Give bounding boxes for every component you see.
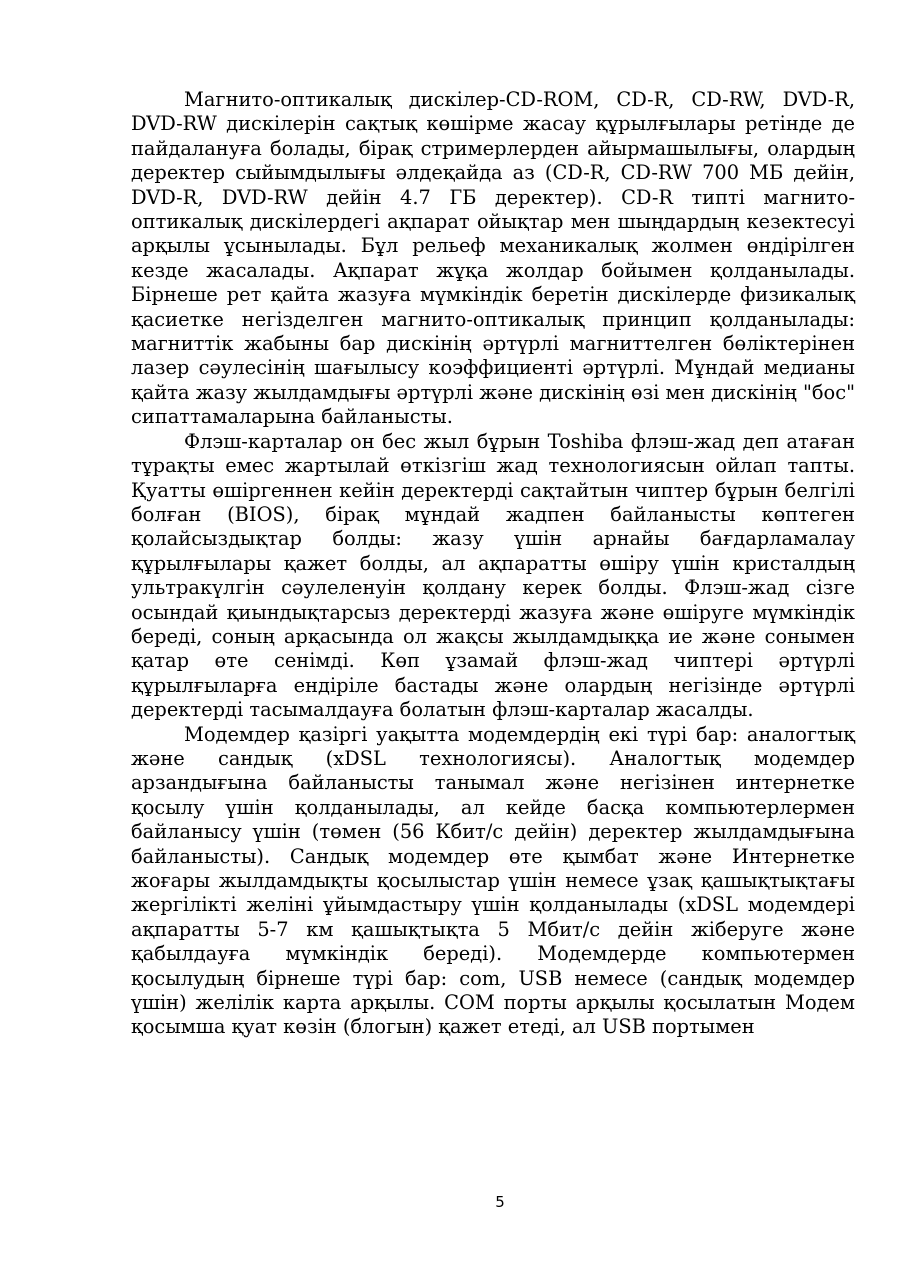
page-number: 5 (495, 1193, 505, 1211)
page-body (131, 88, 855, 1040)
paragraph-flash-cards: Флэш-карталар он бес жыл бұрын Toshiba флэш-жад деп атаған тұрақты емес жартылай өткізгіш жад технологиясын ойлап тапты. Қуатты өшіргеннен кейін деректерді сақтайтын чиптер бұрын белгілі болған (BIOS), бірақ мұндай жадпен байланысты көптеген қолайсыздықтар болды: жазу үшін арнайы бағдарламалау құрылғылары қажет болды, ал ақпаратты өшіру үшін кристалдың ультракүлгін сәулеленуін қолдану керек болды. Флэш-жад сізге осындай қиындықтарсыз деректерді жазуға және өшіруге мүмкіндік береді, соның арқасында ол жақсы жылдамдыққа ие және сонымен қатар өте сенімді. Көп ұзамай флэш-жад чиптері әртүрлі құрылғыларға ендіріле бастады және олардың негізінде әртүрлі деректерді тасымалдауға болатын флэш-карталар жасалды. (131, 429, 855, 722)
paragraph-modems: Модемдер қазіргі уақытта модемдердің екі түрі бар: аналогтық және сандық (xDSL технологиясы). Аналогтық модемдер арзандығына байланысты танымал және негізінен интернетке қосылу үшін қолданылады, ал кейде басқа компьютерлермен байланысу үшін (төмен (56 Кбит/с дейін) деректер жылдамдығына байланысты). Сандық модемдер өте қымбат және Интернетке жоғары жылдамдықты қосылыстар үшін немесе ұзақ қашықтықтағы жергілікті желіні ұйымдастыру үшін қолданылады (xDSL модемдері ақпаратты 5-7 км қашықтықта 5 Мбит/с дейін жіберуге және қабылдауға мүмкіндік береді). Модемдерде компьютермен қосылудың бірнеше түрі бар: com, USB немесе (сандық модемдер үшін) желілік карта арқылы. COM порты арқылы қосылатын Модем қосымша қуат көзін (блогын) қажет етеді, ал USB портымен (131, 722, 855, 1039)
paragraph-magneto-optical-disks: Магнито-оптикалық дискілер-CD-ROM, CD-R, CD-RW, DVD-R, DVD-RW дискілерін сақтық көшірме жасау құрылғылары ретінде де пайдалануға болады, бірақ стримерлерден айырмашылығы, олардың деректер сыйымдылығы әлдеқайда аз (CD-R, CD-RW 700 МБ дейін, DVD-R, DVD-RW дейін 4.7 ГБ деректер). CD-R типті магнито-оптикалық дискілердегі ақпарат ойықтар мен шыңдардың кезектесуі арқылы ұсынылады. Бұл рельеф механикалық жолмен өндірілген кезде жасалады. Ақпарат жұқа жолдар бойымен қолданылады. Бірнеше рет қайта жазуға мүмкіндік беретін дискілерде физикалық қасиетке негізделген магнито-оптикалық принцип қолданылады: магниттік жабыны бар дискінің әртүрлі магниттелген бөліктерінен лазер сәулесінің шағылысу коэффициенті әртүрлі. Мұндай медианы қайта жазу жылдамдығы әртүрлі және дискінің өзі мен дискінің "бос" сипаттамаларына байланысты. (131, 88, 855, 429)
